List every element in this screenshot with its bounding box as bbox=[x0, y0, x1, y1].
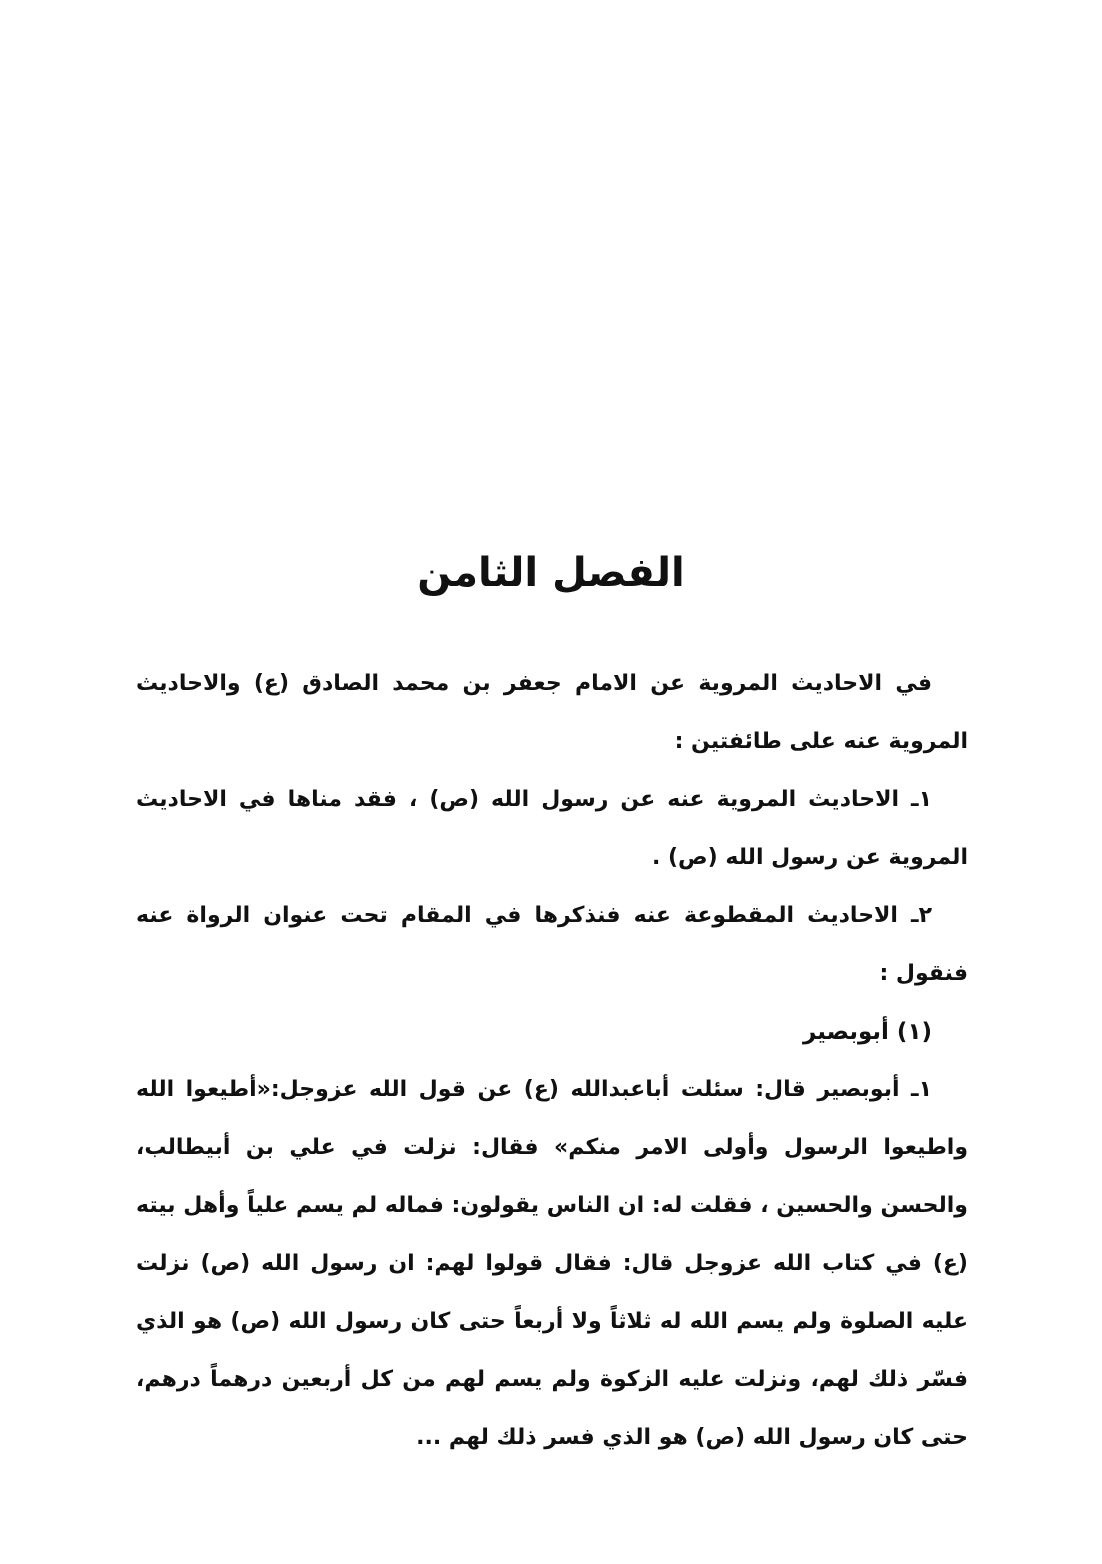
text-line: فنقول : bbox=[879, 961, 968, 986]
text-line: المروية عن رسول الله (ص) . bbox=[651, 845, 968, 870]
text-line: ٢ـ الاحاديث المقطوعة عنه فنذكرها في المقام تحت عنوان الرواة عنه bbox=[136, 903, 932, 928]
text-line: المروية عنه على طائفتين : bbox=[674, 729, 968, 754]
text-line: والحسين ، فقلت له: ان الناس يقولون: فماله لم يسم علياً وأهل بيته (ع) في bbox=[136, 1193, 968, 1276]
section-heading: (١) أبوبصير bbox=[802, 1019, 932, 1045]
paragraph-item-1 bbox=[136, 771, 968, 887]
paragraph-item-2 bbox=[136, 887, 968, 1003]
body-text bbox=[136, 655, 968, 1467]
chapter-title: الفصل الثامن bbox=[417, 550, 685, 596]
text-line: ١ـ أبوبصير قال: سئلت أباعبدالله (ع) عن قول الله عزوجل:«أطيعوا الله bbox=[136, 1077, 932, 1102]
paragraph-intro bbox=[136, 655, 968, 771]
text-line: في الاحاديث المروية عن الامام جعفر بن محمد الصادق (ع) والاحاديث bbox=[136, 671, 932, 696]
text-line: واطيعوا الرسول وأولى الامر منكم» فقال: نزلت في علي بن أبيطالب، والحسن bbox=[136, 1135, 968, 1218]
paragraph-narration bbox=[136, 1061, 968, 1467]
text-line: ١ـ الاحاديث المروية عنه عن رسول الله (ص) ، فقد مناها في الاحاديث bbox=[136, 787, 932, 812]
text-line: لهم، ونزلت عليه الزكوة ولم يسم لهم من كل أربعين درهماً درهم، حتى كان bbox=[136, 1367, 968, 1450]
text-line: كتاب الله عزوجل قال: فقال قولوا لهم: ان رسول الله (ص) نزلت عليه الصلوة bbox=[136, 1251, 968, 1334]
text-line: رسول الله (ص) هو الذي فسر ذلك لهم ... bbox=[416, 1425, 866, 1450]
text-line: ولم يسم الله له ثلاثاً ولا أربعاً حتى كان رسول الله (ص) هو الذي فسّر ذلك bbox=[136, 1309, 968, 1392]
